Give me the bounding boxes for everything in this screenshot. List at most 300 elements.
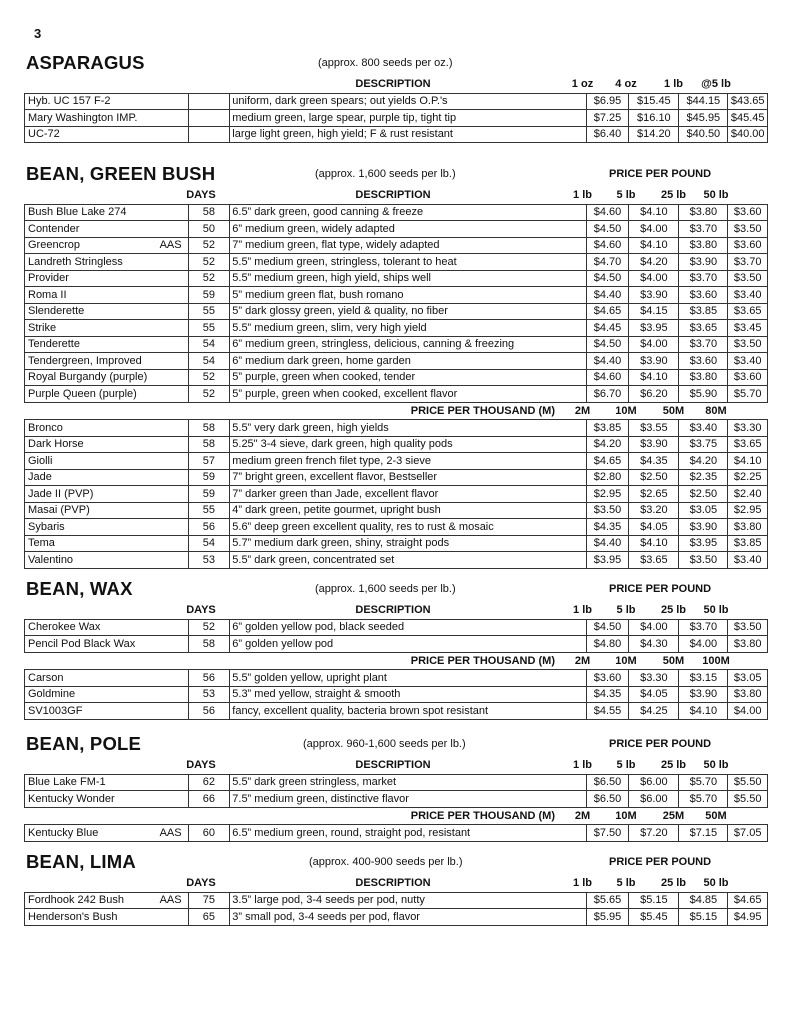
- variety-name-text: Giolli: [28, 454, 53, 467]
- column-headers: [24, 602, 768, 619]
- price-cell: $4.10: [629, 237, 679, 254]
- variety-description: 6.5” dark green, good canning & freeze: [230, 204, 586, 221]
- days-to-maturity: 53: [188, 552, 230, 569]
- header-name: [24, 187, 181, 204]
- price-cell: $4.00: [629, 619, 679, 636]
- variety-description: large light green, high yield; F & rust resistant: [230, 126, 586, 143]
- price-cell: $3.65: [629, 552, 679, 569]
- variety-description: 5.25" 3-4 sieve, dark green, high quality pods: [230, 436, 586, 453]
- band-price-header: 50M: [662, 654, 685, 667]
- variety-name-text: Tendergreen, Improved: [28, 354, 142, 367]
- price-cell: $6.50: [586, 791, 629, 808]
- band-price-header: 100M: [702, 654, 730, 667]
- variety-name-text: Goldmine: [28, 688, 76, 701]
- days-to-maturity: [188, 126, 230, 143]
- days-to-maturity: 59: [188, 469, 230, 486]
- header-price: 1 oz: [571, 78, 594, 91]
- header-price: 50 lb: [703, 604, 729, 617]
- price-cell: $4.05: [629, 519, 679, 536]
- band-price-header: 2M: [574, 654, 591, 667]
- price-cell: $3.60: [586, 670, 629, 687]
- price-cell: $14.20: [629, 126, 679, 143]
- variety-name-text: Slenderette: [28, 305, 85, 318]
- price-cell: $3.90: [629, 436, 679, 453]
- seed-count-note: (approx. 1,600 seeds per lb.): [315, 583, 456, 595]
- price-cell: $4.00: [629, 221, 679, 238]
- price-cell: $3.80: [679, 237, 728, 254]
- price-cell: $6.50: [586, 774, 629, 791]
- price-cell: $4.20: [679, 453, 728, 470]
- variety-name-text: Contender: [28, 222, 80, 235]
- band-price-header: 80M: [705, 404, 727, 417]
- variety-description: medium green, large spear, purple tip, tight tip: [230, 110, 586, 127]
- table-row: [25, 619, 768, 636]
- days-to-maturity: 58: [188, 420, 230, 437]
- price-cell: $4.40: [586, 287, 629, 304]
- price-cell: $5.50: [728, 774, 768, 791]
- variety-description: 6” medium dark green, home garden: [230, 353, 586, 370]
- variety-name-text: Kentucky Wonder: [28, 792, 115, 805]
- header-price: 25 lb: [660, 877, 687, 890]
- header-price: 1 lb: [573, 759, 592, 772]
- variety-name: [25, 552, 189, 569]
- price-cell: $3.15: [679, 670, 728, 687]
- section-title: BEAN, POLE: [26, 733, 142, 754]
- section-header: [24, 733, 768, 757]
- seed-count-note: (approx. 400-900 seeds per lb.): [309, 856, 463, 868]
- variety-description: 5.7” medium dark green, shiny, straight pods: [230, 535, 586, 552]
- variety-name: [25, 774, 189, 791]
- price-cell: $3.30: [629, 670, 679, 687]
- price-cell: $6.00: [629, 791, 679, 808]
- days-to-maturity: 56: [188, 670, 230, 687]
- variety-name-text: Provider: [28, 272, 69, 285]
- price-cell: $2.35: [679, 469, 728, 486]
- variety-name-text: Landreth Stringless: [28, 255, 123, 268]
- price-cell: $4.65: [586, 303, 629, 320]
- price-cell: $4.05: [629, 686, 679, 703]
- header-price: 50 lb: [703, 877, 729, 890]
- header-price: 4 oz: [615, 78, 637, 91]
- variety-description: 5.5” medium green, slim, very high yield: [230, 320, 586, 337]
- price-cell: $4.40: [586, 535, 629, 552]
- variety-name-text: Carson: [28, 671, 64, 684]
- header-price: 5 lb: [616, 604, 636, 617]
- price-cell: $4.55: [586, 703, 629, 720]
- variety-name-text: Tema: [28, 537, 55, 550]
- table-row: [25, 436, 768, 453]
- band-spacer: [181, 808, 221, 825]
- section-1: [24, 163, 768, 569]
- variety-description: 5” medium green flat, bush romano: [230, 287, 586, 304]
- days-to-maturity: 52: [188, 386, 230, 403]
- variety-description: 5.5” medium green, stringless, tolerant to heat: [230, 254, 586, 271]
- seed-count-note: (approx. 1,600 seeds per lb.): [315, 168, 456, 180]
- variety-description: 5.5” golden yellow, upright plant: [230, 670, 586, 687]
- price-cell: $4.20: [586, 436, 629, 453]
- days-to-maturity: 53: [188, 686, 230, 703]
- price-cell: $3.50: [586, 502, 629, 519]
- section-header: [24, 578, 768, 602]
- price-cell: $3.90: [679, 254, 728, 271]
- aas-badge: AAS: [159, 894, 182, 907]
- variety-name: [25, 386, 189, 403]
- days-to-maturity: 50: [188, 221, 230, 238]
- table-row: [25, 420, 768, 437]
- variety-description: 3” small pod, 3-4 seeds per pod, flavor: [230, 909, 586, 926]
- variety-description: 5” dark glossy green, yield & quality, no fiber: [230, 303, 586, 320]
- variety-table: [24, 619, 768, 653]
- price-cell: $3.50: [728, 619, 768, 636]
- days-to-maturity: 58: [188, 436, 230, 453]
- band-price-header: 2M: [574, 809, 591, 822]
- price-per-thousand-row: [24, 653, 768, 670]
- price-cell: $4.60: [586, 237, 629, 254]
- price-cell: $3.65: [728, 436, 768, 453]
- band-spacer: [24, 403, 181, 420]
- price-cell: $7.25: [586, 110, 629, 127]
- price-cell: $6.95: [586, 93, 629, 110]
- seed-count-note: (approx. 960-1,600 seeds per lb.): [303, 738, 466, 750]
- variety-name-text: Dark Horse: [28, 438, 84, 451]
- table-row: [25, 825, 768, 842]
- price-cell: $5.70: [679, 774, 728, 791]
- price-cell: $4.65: [728, 892, 768, 909]
- table-row: [25, 254, 768, 271]
- variety-table: [24, 669, 768, 720]
- table-row: [25, 909, 768, 926]
- variety-name-text: Bush Blue Lake 274: [28, 206, 127, 219]
- price-cell: $3.05: [679, 502, 728, 519]
- price-cell: $4.80: [586, 636, 629, 653]
- table-row: [25, 892, 768, 909]
- price-cell: $4.25: [629, 703, 679, 720]
- column-headers: [24, 875, 768, 892]
- variety-name: [25, 110, 189, 127]
- variety-name: [25, 791, 189, 808]
- section-header: [24, 851, 768, 875]
- price-cell: $4.50: [586, 336, 629, 353]
- variety-table: [24, 824, 768, 842]
- price-per-pound-label: PRICE PER POUND: [609, 583, 712, 595]
- price-cell: $3.40: [728, 287, 768, 304]
- price-cell: $5.70: [728, 386, 768, 403]
- price-cell: $7.05: [728, 825, 768, 842]
- variety-description: medium green french filet type, 2-3 sieve: [230, 453, 586, 470]
- variety-name-text: Roma II: [28, 288, 67, 301]
- price-cell: $5.15: [629, 892, 679, 909]
- variety-name: [25, 502, 189, 519]
- header-description: DESCRIPTION: [355, 604, 431, 617]
- price-cell: $4.00: [679, 636, 728, 653]
- variety-description: 6” medium green, stringless, delicious, canning & freezing: [230, 336, 586, 353]
- price-cell: $4.10: [629, 204, 679, 221]
- band-price-header: 50M: [705, 809, 727, 822]
- variety-name-text: Blue Lake FM-1: [28, 776, 106, 789]
- price-cell: $3.90: [679, 519, 728, 536]
- header-days: DAYS: [186, 604, 216, 617]
- price-cell: $3.95: [629, 320, 679, 337]
- price-cell: $16.10: [629, 110, 679, 127]
- price-cell: $3.65: [679, 320, 728, 337]
- header-description: DESCRIPTION: [355, 759, 431, 772]
- price-cell: $5.65: [586, 892, 629, 909]
- variety-name: [25, 686, 189, 703]
- days-to-maturity: 62: [188, 774, 230, 791]
- variety-name-text: Pencil Pod Black Wax: [28, 637, 136, 650]
- price-cell: $4.45: [586, 320, 629, 337]
- variety-name-text: Sybaris: [28, 520, 65, 533]
- price-cell: $3.40: [728, 353, 768, 370]
- price-cell: $45.95: [679, 110, 728, 127]
- price-cell: $4.15: [629, 303, 679, 320]
- variety-description: 5” purple, green when cooked, tender: [230, 369, 586, 386]
- price-cell: $4.85: [679, 892, 728, 909]
- days-to-maturity: 56: [188, 703, 230, 720]
- variety-description: 5” purple, green when cooked, excellent flavor: [230, 386, 586, 403]
- price-cell: $4.50: [586, 221, 629, 238]
- table-row: [25, 502, 768, 519]
- price-cell: $4.20: [629, 254, 679, 271]
- table-row: [25, 686, 768, 703]
- variety-name: [25, 237, 189, 254]
- variety-name: [25, 619, 189, 636]
- table-row: [25, 486, 768, 503]
- variety-name: [25, 436, 189, 453]
- days-to-maturity: 54: [188, 353, 230, 370]
- variety-name: [25, 336, 189, 353]
- variety-name-text: Tenderette: [28, 338, 80, 351]
- table-row: [25, 535, 768, 552]
- variety-description: 6.5” medium green, round, straight pod, resistant: [230, 825, 586, 842]
- aas-badge: AAS: [159, 826, 182, 839]
- price-cell: $40.00: [728, 126, 768, 143]
- price-cell: $3.40: [728, 552, 768, 569]
- days-to-maturity: 56: [188, 519, 230, 536]
- days-to-maturity: [188, 110, 230, 127]
- table-row: [25, 469, 768, 486]
- header-days: DAYS: [186, 877, 216, 890]
- variety-description: 4” dark green, petite gourmet, upright bush: [230, 502, 586, 519]
- price-cell: $5.90: [679, 386, 728, 403]
- days-to-maturity: 58: [188, 204, 230, 221]
- days-to-maturity: 52: [188, 237, 230, 254]
- price-cell: $4.50: [586, 619, 629, 636]
- price-cell: $3.30: [728, 420, 768, 437]
- price-cell: $3.60: [679, 353, 728, 370]
- variety-table: [24, 892, 768, 926]
- price-cell: $3.55: [629, 420, 679, 437]
- variety-name-text: Masai (PVP): [28, 504, 90, 517]
- band-price-header: 10M: [615, 654, 637, 667]
- price-cell: $4.35: [629, 453, 679, 470]
- price-cell: $3.20: [629, 502, 679, 519]
- variety-description: 3.5” large pod, 3-4 seeds per pod, nutty: [230, 892, 586, 909]
- days-to-maturity: 55: [188, 320, 230, 337]
- variety-description: 7” bright green, excellent flavor, Bestseller: [230, 469, 586, 486]
- price-cell: $3.85: [586, 420, 629, 437]
- table-row: [25, 126, 768, 143]
- variety-description: 7” darker green than Jade, excellent flavor: [230, 486, 586, 503]
- header-name: [24, 602, 181, 619]
- variety-name: [25, 303, 189, 320]
- price-per-thousand-label: PRICE PER THOUSAND (M): [410, 404, 555, 417]
- price-cell: $3.70: [728, 254, 768, 271]
- section-title: BEAN, LIMA: [26, 851, 136, 872]
- variety-name: [25, 703, 189, 720]
- section-title: BEAN, GREEN BUSH: [26, 163, 216, 184]
- price-cell: $3.80: [679, 369, 728, 386]
- price-cell: $2.65: [629, 486, 679, 503]
- variety-table: [24, 204, 768, 403]
- price-cell: $4.00: [629, 336, 679, 353]
- table-row: [25, 221, 768, 238]
- price-cell: $2.50: [629, 469, 679, 486]
- variety-name-text: Fordhook 242 Bush: [28, 894, 125, 907]
- header-days: DAYS: [186, 189, 216, 202]
- header-price: 1 lb: [573, 604, 592, 617]
- page-number: 3: [34, 26, 42, 41]
- price-cell: $43.65: [728, 93, 768, 110]
- price-cell: $3.50: [728, 336, 768, 353]
- price-per-thousand-row: [24, 808, 768, 825]
- variety-name-text: Hyb. UC 157 F-2: [28, 95, 111, 108]
- price-cell: $3.75: [679, 436, 728, 453]
- variety-name: [25, 287, 189, 304]
- variety-name-text: Kentucky Blue: [28, 826, 99, 839]
- variety-name: [25, 636, 189, 653]
- table-row: [25, 703, 768, 720]
- seed-count-note: (approx. 800 seeds per oz.): [318, 57, 453, 69]
- variety-description: 5.5” medium green, high yield, ships well: [230, 270, 586, 287]
- price-cell: $5.15: [679, 909, 728, 926]
- price-per-pound-label: PRICE PER POUND: [609, 856, 712, 868]
- variety-name: [25, 469, 189, 486]
- price-cell: $4.60: [586, 204, 629, 221]
- band-price-header: 25M: [662, 809, 685, 822]
- price-cell: $4.10: [629, 369, 679, 386]
- price-cell: $6.40: [586, 126, 629, 143]
- table-row: [25, 270, 768, 287]
- price-cell: $2.25: [728, 469, 768, 486]
- days-to-maturity: 54: [188, 535, 230, 552]
- section-title: ASPARAGUS: [26, 52, 145, 73]
- days-to-maturity: 54: [188, 336, 230, 353]
- price-cell: $3.80: [728, 686, 768, 703]
- price-cell: $3.60: [728, 204, 768, 221]
- price-cell: $4.70: [586, 254, 629, 271]
- price-cell: $15.45: [629, 93, 679, 110]
- table-row: [25, 287, 768, 304]
- price-cell: $3.80: [679, 204, 728, 221]
- table-row: [25, 670, 768, 687]
- price-cell: $3.70: [679, 221, 728, 238]
- variety-name-text: Strike: [28, 321, 57, 334]
- price-cell: $2.80: [586, 469, 629, 486]
- price-cell: $5.45: [629, 909, 679, 926]
- price-cell: $3.60: [679, 287, 728, 304]
- days-to-maturity: 55: [188, 502, 230, 519]
- price-per-pound-label: PRICE PER POUND: [609, 738, 712, 750]
- header-name: [24, 757, 181, 774]
- variety-name-text: Jade: [28, 471, 52, 484]
- header-days: [181, 76, 221, 93]
- price-cell: $3.85: [728, 535, 768, 552]
- table-row: [25, 636, 768, 653]
- price-cell: $2.50: [679, 486, 728, 503]
- header-name: [24, 76, 181, 93]
- header-name: [24, 875, 181, 892]
- variety-description: 6” golden yellow pod, black seeded: [230, 619, 586, 636]
- variety-name-text: Bronco: [28, 421, 63, 434]
- price-cell: $3.50: [728, 221, 768, 238]
- days-to-maturity: 59: [188, 287, 230, 304]
- variety-name: [25, 670, 189, 687]
- table-row: [25, 237, 768, 254]
- variety-name: [25, 420, 189, 437]
- section-2: [24, 578, 768, 720]
- price-cell: $4.50: [586, 270, 629, 287]
- price-cell: $4.95: [728, 909, 768, 926]
- table-row: [25, 336, 768, 353]
- price-cell: $4.60: [586, 369, 629, 386]
- days-to-maturity: 52: [188, 369, 230, 386]
- header-description: DESCRIPTION: [355, 78, 431, 91]
- variety-description: 5.5” dark green, concentrated set: [230, 552, 586, 569]
- price-cell: $5.70: [679, 791, 728, 808]
- band-spacer: [24, 653, 181, 670]
- variety-name: [25, 353, 189, 370]
- table-row: [25, 204, 768, 221]
- variety-name: [25, 320, 189, 337]
- band-price-header: 2M: [574, 404, 591, 417]
- variety-description: fancy, excellent quality, bacteria brown spot resistant: [230, 703, 586, 720]
- price-cell: $3.45: [728, 320, 768, 337]
- variety-name-text: Mary Washington IMP.: [28, 111, 138, 124]
- price-cell: $4.40: [586, 353, 629, 370]
- price-cell: $40.50: [679, 126, 728, 143]
- variety-name: [25, 825, 189, 842]
- variety-name-text: Valentino: [28, 553, 74, 566]
- price-cell: $3.70: [679, 336, 728, 353]
- price-cell: $4.30: [629, 636, 679, 653]
- price-cell: $6.70: [586, 386, 629, 403]
- variety-name-text: Jade II (PVP): [28, 487, 94, 500]
- header-price: 50 lb: [703, 759, 729, 772]
- table-row: [25, 519, 768, 536]
- header-description: DESCRIPTION: [355, 877, 431, 890]
- variety-name: [25, 453, 189, 470]
- variety-description: 5.5” very dark green, high yields: [230, 420, 586, 437]
- variety-description: 7.5” medium green, distinctive flavor: [230, 791, 586, 808]
- price-cell: $7.15: [679, 825, 728, 842]
- days-to-maturity: [188, 93, 230, 110]
- days-to-maturity: 60: [188, 825, 230, 842]
- price-cell: $3.95: [586, 552, 629, 569]
- price-cell: $3.80: [728, 636, 768, 653]
- days-to-maturity: 59: [188, 486, 230, 503]
- header-price: 5 lb: [616, 189, 636, 202]
- variety-name-text: Greencrop: [28, 239, 80, 252]
- price-per-thousand-label: PRICE PER THOUSAND (M): [410, 654, 555, 667]
- price-cell: $3.60: [728, 237, 768, 254]
- days-to-maturity: 52: [188, 270, 230, 287]
- variety-name: [25, 93, 189, 110]
- aas-badge: AAS: [159, 239, 182, 252]
- price-cell: $4.00: [728, 703, 768, 720]
- variety-description: 5.3” med yellow, straight & smooth: [230, 686, 586, 703]
- header-price: 25 lb: [660, 189, 687, 202]
